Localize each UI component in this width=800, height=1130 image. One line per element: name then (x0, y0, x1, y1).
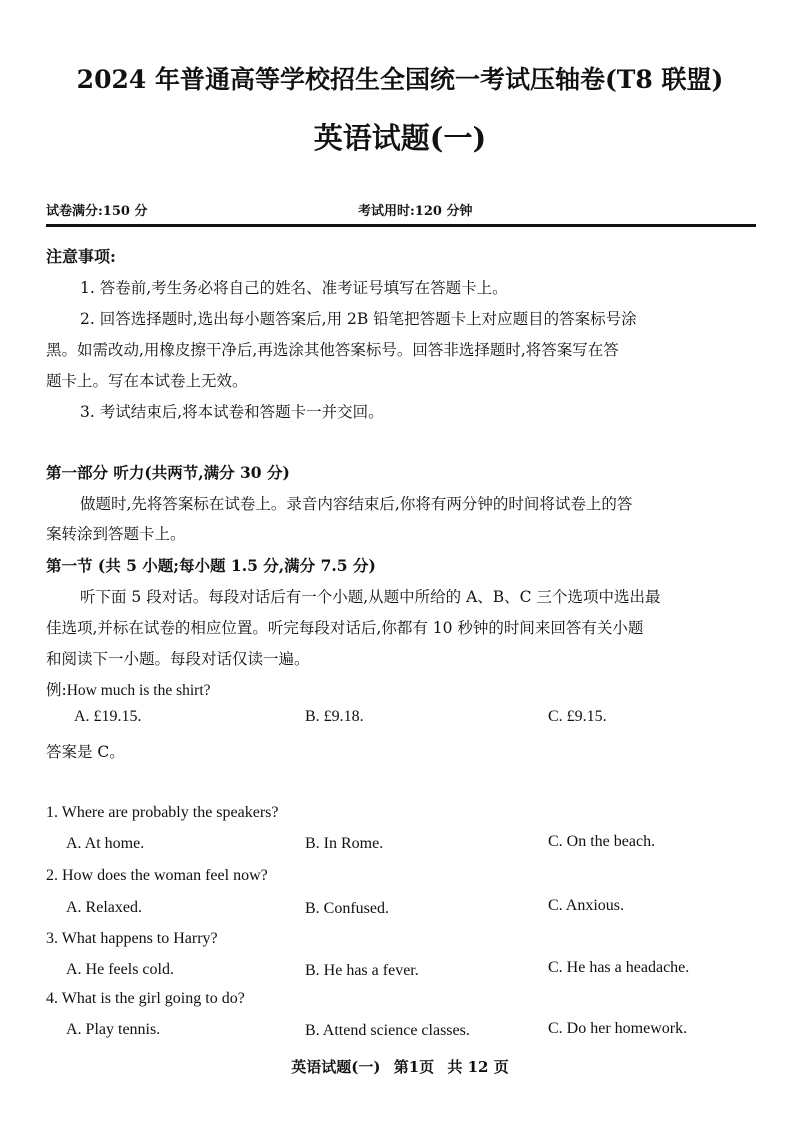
exam-subtitle: 英语试题(一) (313, 121, 487, 155)
question-4-option-a: A. Play tennis. (66, 1021, 161, 1038)
question-4: 4. What is the girl going to do? (46, 990, 245, 1007)
question-1-option-b: B. In Rome. (305, 835, 384, 852)
footer-title: 英语试题(一) (291, 1058, 381, 1076)
notice-item-2-line-2: 黑。如需改动,用橡皮擦干净后,再选涂其他答案标号。回答非选择题时,将答案写在答 (46, 341, 619, 359)
part1-intro-line-2: 案转涂到答题卡上。 (46, 525, 186, 543)
question-3-option-b: B. He has a fever. (305, 962, 419, 979)
part1-heading: 第一部分 听力(共两节,满分 30 分) (46, 463, 290, 482)
question-2-option-c: C. Anxious. (548, 897, 625, 914)
section1-heading: 第一节 (共 5 小题;每小题 1.5 分,满分 7.5 分) (46, 556, 376, 575)
question-2: 2. How does the woman feel now? (46, 867, 268, 884)
example-option-a: A. £19.15. (74, 708, 142, 725)
question-2-option-a: A. Relaxed. (66, 899, 142, 916)
example-option-c: C. £9.15. (548, 708, 607, 725)
example-question (46, 678, 211, 700)
notice-item-2-line-3: 题卡上。写在本试卷上无效。 (46, 372, 248, 390)
page-footer (0, 1056, 800, 1077)
footer-total-pages: 共 12 页 (447, 1058, 509, 1076)
example-option-b: B. £9.18. (305, 708, 364, 725)
section1-line-2: 佳选项,并标在试卷的相应位置。听完每段对话后,你都有 10 秒钟的时间来回答有关小题 (46, 619, 644, 637)
question-1: 1. Where are probably the speakers? (46, 804, 279, 821)
question-3-option-c: C. He has a headache. (548, 959, 690, 976)
notice-heading: 注意事项: (46, 247, 116, 266)
section1-line-1: 听下面 5 段对话。每段对话后有一个小题,从题中所给的 A、B、C 三个选项中选出最 (80, 588, 661, 606)
full-score: 试卷满分:150 分 (46, 204, 148, 219)
question-4-option-c: C. Do her homework. (548, 1020, 688, 1037)
question-2-option-b: B. Confused. (305, 900, 389, 917)
notice-item-2-line-1: 2. 回答选择题时,选出每小题答案后,用 2B 铅笔把答题卡上对应题目的答案标号涂 (80, 310, 637, 328)
example-question-text: How much is the shirt? (66, 682, 211, 699)
question-4-option-b: B. Attend science classes. (305, 1022, 470, 1039)
question-3-option-a: A. He feels cold. (66, 961, 174, 978)
question-1-option-a: A. At home. (66, 835, 145, 852)
part1-intro-line-1: 做题时,先将答案标在试卷上。录音内容结束后,你将有两分钟的时间将试卷上的答 (80, 495, 633, 513)
header-divider (46, 224, 756, 227)
question-1-option-c: C. On the beach. (548, 833, 656, 850)
time-limit: 考试用时:120 分钟 (358, 204, 473, 219)
footer-page-number: 第1页 (393, 1058, 435, 1076)
example-answer: 答案是 C。 (46, 743, 125, 761)
section1-line-3: 和阅读下一小题。每段对话仅读一遍。 (46, 650, 310, 668)
notice-item-1: 1. 答卷前,考生务必将自己的姓名、准考证号填写在答题卡上。 (80, 279, 508, 297)
exam-title: 2024 年普通高等学校招生全国统一考试压轴卷(T8 联盟) (76, 65, 724, 94)
question-3: 3. What happens to Harry? (46, 930, 218, 947)
notice-item-3: 3. 考试结束后,将本试卷和答题卡一并交回。 (80, 403, 384, 421)
example-label: 例: (46, 681, 67, 699)
